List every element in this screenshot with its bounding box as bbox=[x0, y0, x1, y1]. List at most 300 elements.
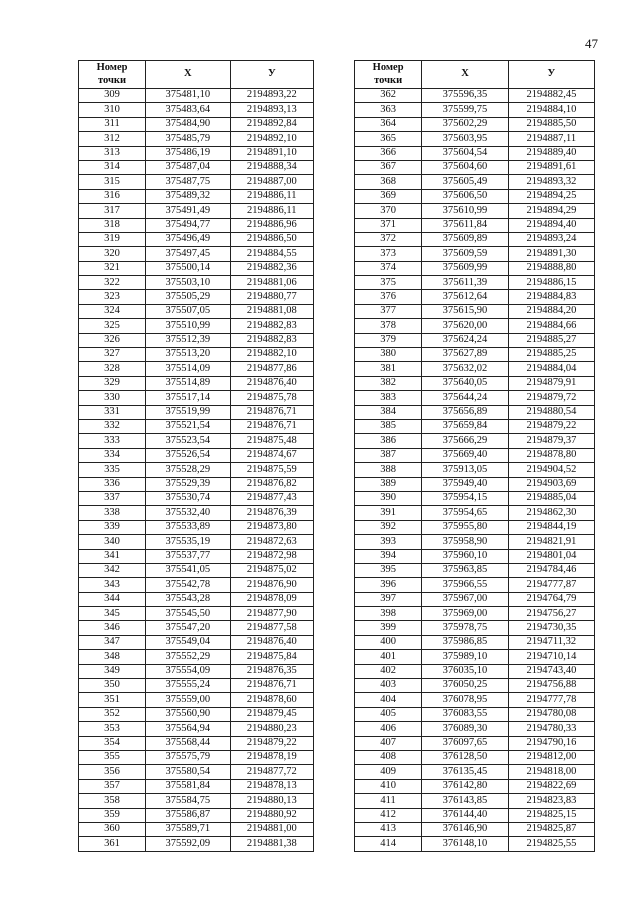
y-coordinate-cell: 2194884,10 bbox=[508, 103, 594, 117]
y-coordinate-cell: 2194882,10 bbox=[230, 348, 313, 362]
point-number-cell: 386 bbox=[355, 434, 422, 448]
table-row bbox=[355, 736, 595, 750]
header-point-number-line2: точки bbox=[374, 74, 403, 86]
table-row bbox=[79, 261, 314, 275]
x-coordinate-cell: 375611,39 bbox=[422, 276, 509, 290]
point-number-cell: 365 bbox=[355, 132, 422, 146]
point-number-cell: 321 bbox=[79, 261, 146, 275]
x-coordinate-cell: 375949,40 bbox=[422, 477, 509, 491]
table-row bbox=[355, 664, 595, 678]
table-row bbox=[355, 333, 595, 347]
table-body-left bbox=[79, 89, 314, 852]
point-number-cell: 409 bbox=[355, 765, 422, 779]
point-number-cell: 342 bbox=[79, 563, 146, 577]
point-number-cell: 338 bbox=[79, 506, 146, 520]
table-row bbox=[79, 247, 314, 261]
y-coordinate-cell: 2194878,09 bbox=[230, 592, 313, 606]
y-coordinate-cell: 2194825,87 bbox=[508, 822, 594, 836]
table-row bbox=[355, 232, 595, 246]
table-row bbox=[79, 304, 314, 318]
y-coordinate-cell: 2194877,86 bbox=[230, 362, 313, 376]
x-coordinate-cell: 375543,28 bbox=[146, 592, 231, 606]
table-row bbox=[79, 679, 314, 693]
table-row bbox=[79, 477, 314, 491]
point-number-cell: 378 bbox=[355, 319, 422, 333]
y-coordinate-cell: 2194889,40 bbox=[508, 146, 594, 160]
x-coordinate-cell: 375507,05 bbox=[146, 304, 231, 318]
y-coordinate-cell: 2194879,45 bbox=[230, 707, 313, 721]
y-coordinate-cell: 2194886,11 bbox=[230, 189, 313, 203]
x-coordinate-cell: 375510,99 bbox=[146, 319, 231, 333]
x-coordinate-cell: 375487,75 bbox=[146, 175, 231, 189]
table-row bbox=[355, 348, 595, 362]
table-row bbox=[79, 621, 314, 635]
point-number-cell: 326 bbox=[79, 333, 146, 347]
coordinates-table-right bbox=[354, 60, 595, 852]
table-row bbox=[355, 693, 595, 707]
point-number-cell: 337 bbox=[79, 491, 146, 505]
table-header-row bbox=[355, 61, 595, 89]
table-row bbox=[355, 779, 595, 793]
table-row bbox=[79, 779, 314, 793]
table-row bbox=[355, 146, 595, 160]
x-coordinate-cell: 375603,95 bbox=[422, 132, 509, 146]
point-number-cell: 333 bbox=[79, 434, 146, 448]
x-coordinate-cell: 375611,84 bbox=[422, 218, 509, 232]
table-row bbox=[355, 650, 595, 664]
table-row bbox=[355, 578, 595, 592]
x-coordinate-cell: 375659,84 bbox=[422, 419, 509, 433]
point-number-cell: 341 bbox=[79, 549, 146, 563]
table-row bbox=[79, 578, 314, 592]
y-coordinate-cell: 2194821,91 bbox=[508, 535, 594, 549]
table-row bbox=[355, 160, 595, 174]
x-coordinate-cell: 375599,75 bbox=[422, 103, 509, 117]
header-point-number bbox=[355, 61, 422, 89]
point-number-cell: 346 bbox=[79, 621, 146, 635]
table-row bbox=[355, 621, 595, 635]
point-number-cell: 410 bbox=[355, 779, 422, 793]
x-coordinate-cell: 375547,20 bbox=[146, 621, 231, 635]
point-number-cell: 340 bbox=[79, 535, 146, 549]
y-coordinate-cell: 2194893,22 bbox=[230, 89, 313, 103]
point-number-cell: 407 bbox=[355, 736, 422, 750]
point-number-cell: 323 bbox=[79, 290, 146, 304]
x-coordinate-cell: 375541,05 bbox=[146, 563, 231, 577]
x-coordinate-cell: 375669,40 bbox=[422, 448, 509, 462]
y-coordinate-cell: 2194777,78 bbox=[508, 693, 594, 707]
x-coordinate-cell: 375609,59 bbox=[422, 247, 509, 261]
x-coordinate-cell: 375978,75 bbox=[422, 621, 509, 635]
y-coordinate-cell: 2194844,19 bbox=[508, 520, 594, 534]
y-coordinate-cell: 2194885,04 bbox=[508, 491, 594, 505]
x-coordinate-cell: 375560,90 bbox=[146, 707, 231, 721]
y-coordinate-cell: 2194884,83 bbox=[508, 290, 594, 304]
table-row bbox=[79, 419, 314, 433]
point-number-cell: 363 bbox=[355, 103, 422, 117]
table-row bbox=[355, 103, 595, 117]
table-row bbox=[79, 89, 314, 103]
x-coordinate-cell: 375503,10 bbox=[146, 276, 231, 290]
point-number-cell: 322 bbox=[79, 276, 146, 290]
table-row bbox=[79, 348, 314, 362]
x-coordinate-cell: 375555,24 bbox=[146, 679, 231, 693]
x-coordinate-cell: 375627,89 bbox=[422, 348, 509, 362]
y-coordinate-cell: 2194777,87 bbox=[508, 578, 594, 592]
x-coordinate-cell: 375666,29 bbox=[422, 434, 509, 448]
x-coordinate-cell: 375596,35 bbox=[422, 89, 509, 103]
x-coordinate-cell: 375545,50 bbox=[146, 607, 231, 621]
table-row bbox=[79, 563, 314, 577]
x-coordinate-cell: 375487,04 bbox=[146, 160, 231, 174]
point-number-cell: 357 bbox=[79, 779, 146, 793]
point-number-cell: 366 bbox=[355, 146, 422, 160]
y-coordinate-cell: 2194882,83 bbox=[230, 319, 313, 333]
x-coordinate-cell: 376035,10 bbox=[422, 664, 509, 678]
y-coordinate-cell: 2194756,27 bbox=[508, 607, 594, 621]
y-coordinate-cell: 2194730,35 bbox=[508, 621, 594, 635]
table-row bbox=[79, 232, 314, 246]
point-number-cell: 380 bbox=[355, 348, 422, 362]
point-number-cell: 354 bbox=[79, 736, 146, 750]
table-row bbox=[355, 132, 595, 146]
y-coordinate-cell: 2194886,11 bbox=[230, 204, 313, 218]
x-coordinate-cell: 376144,40 bbox=[422, 808, 509, 822]
point-number-cell: 359 bbox=[79, 808, 146, 822]
y-coordinate-cell: 2194887,00 bbox=[230, 175, 313, 189]
header-y: У bbox=[508, 61, 594, 89]
y-coordinate-cell: 2194891,10 bbox=[230, 146, 313, 160]
table-row bbox=[355, 563, 595, 577]
point-number-cell: 324 bbox=[79, 304, 146, 318]
point-number-cell: 364 bbox=[355, 117, 422, 131]
y-coordinate-cell: 2194876,71 bbox=[230, 419, 313, 433]
y-coordinate-cell: 2194886,15 bbox=[508, 276, 594, 290]
x-coordinate-cell: 375554,09 bbox=[146, 664, 231, 678]
table-row bbox=[79, 707, 314, 721]
table-row bbox=[355, 189, 595, 203]
table-row bbox=[355, 405, 595, 419]
y-coordinate-cell: 2194876,90 bbox=[230, 578, 313, 592]
point-number-cell: 316 bbox=[79, 189, 146, 203]
point-number-cell: 343 bbox=[79, 578, 146, 592]
y-coordinate-cell: 2194875,59 bbox=[230, 463, 313, 477]
y-coordinate-cell: 2194879,91 bbox=[508, 376, 594, 390]
table-row bbox=[79, 635, 314, 649]
y-coordinate-cell: 2194822,69 bbox=[508, 779, 594, 793]
table-row bbox=[79, 434, 314, 448]
table-row bbox=[355, 808, 595, 822]
table-row bbox=[79, 664, 314, 678]
point-number-cell: 331 bbox=[79, 405, 146, 419]
table-row bbox=[79, 722, 314, 736]
y-coordinate-cell: 2194888,80 bbox=[508, 261, 594, 275]
table-row bbox=[79, 405, 314, 419]
point-number-cell: 367 bbox=[355, 160, 422, 174]
x-coordinate-cell: 375632,02 bbox=[422, 362, 509, 376]
point-number-cell: 330 bbox=[79, 391, 146, 405]
table-row bbox=[79, 276, 314, 290]
table-row bbox=[79, 650, 314, 664]
y-coordinate-cell: 2194881,00 bbox=[230, 822, 313, 836]
x-coordinate-cell: 375960,10 bbox=[422, 549, 509, 563]
x-coordinate-cell: 375552,29 bbox=[146, 650, 231, 664]
point-number-cell: 325 bbox=[79, 319, 146, 333]
x-coordinate-cell: 376078,95 bbox=[422, 693, 509, 707]
table-row bbox=[79, 391, 314, 405]
x-coordinate-cell: 375610,99 bbox=[422, 204, 509, 218]
x-coordinate-cell: 375581,84 bbox=[146, 779, 231, 793]
x-coordinate-cell: 375514,09 bbox=[146, 362, 231, 376]
table-row bbox=[79, 376, 314, 390]
y-coordinate-cell: 2194894,25 bbox=[508, 189, 594, 203]
y-coordinate-cell: 2194884,66 bbox=[508, 319, 594, 333]
point-number-cell: 398 bbox=[355, 607, 422, 621]
y-coordinate-cell: 2194882,45 bbox=[508, 89, 594, 103]
x-coordinate-cell: 375535,19 bbox=[146, 535, 231, 549]
x-coordinate-cell: 375537,77 bbox=[146, 549, 231, 563]
y-coordinate-cell: 2194880,54 bbox=[508, 405, 594, 419]
x-coordinate-cell: 375989,10 bbox=[422, 650, 509, 664]
point-number-cell: 339 bbox=[79, 520, 146, 534]
y-coordinate-cell: 2194882,36 bbox=[230, 261, 313, 275]
point-number-cell: 402 bbox=[355, 664, 422, 678]
table-row bbox=[355, 722, 595, 736]
point-number-cell: 377 bbox=[355, 304, 422, 318]
table-row bbox=[355, 434, 595, 448]
y-coordinate-cell: 2194886,96 bbox=[230, 218, 313, 232]
table-row bbox=[355, 679, 595, 693]
x-coordinate-cell: 376089,30 bbox=[422, 722, 509, 736]
table-row bbox=[355, 218, 595, 232]
y-coordinate-cell: 2194877,43 bbox=[230, 491, 313, 505]
x-coordinate-cell: 375528,29 bbox=[146, 463, 231, 477]
x-coordinate-cell: 375644,24 bbox=[422, 391, 509, 405]
y-coordinate-cell: 2194876,40 bbox=[230, 376, 313, 390]
table-row bbox=[355, 535, 595, 549]
y-coordinate-cell: 2194711,32 bbox=[508, 635, 594, 649]
y-coordinate-cell: 2194875,48 bbox=[230, 434, 313, 448]
table-row bbox=[79, 808, 314, 822]
table-row bbox=[355, 175, 595, 189]
table-row bbox=[79, 290, 314, 304]
y-coordinate-cell: 2194818,00 bbox=[508, 765, 594, 779]
x-coordinate-cell: 375494,77 bbox=[146, 218, 231, 232]
point-number-cell: 389 bbox=[355, 477, 422, 491]
point-number-cell: 374 bbox=[355, 261, 422, 275]
table-row bbox=[79, 837, 314, 851]
point-number-cell: 412 bbox=[355, 808, 422, 822]
table-row bbox=[355, 247, 595, 261]
y-coordinate-cell: 2194891,61 bbox=[508, 160, 594, 174]
x-coordinate-cell: 376097,65 bbox=[422, 736, 509, 750]
y-coordinate-cell: 2194877,72 bbox=[230, 765, 313, 779]
x-coordinate-cell: 375489,32 bbox=[146, 189, 231, 203]
y-coordinate-cell: 2194878,80 bbox=[508, 448, 594, 462]
x-coordinate-cell: 375485,79 bbox=[146, 132, 231, 146]
x-coordinate-cell: 376128,50 bbox=[422, 750, 509, 764]
y-coordinate-cell: 2194893,13 bbox=[230, 103, 313, 117]
y-coordinate-cell: 2194885,50 bbox=[508, 117, 594, 131]
point-number-cell: 344 bbox=[79, 592, 146, 606]
table-row bbox=[79, 491, 314, 505]
y-coordinate-cell: 2194875,84 bbox=[230, 650, 313, 664]
point-number-cell: 362 bbox=[355, 89, 422, 103]
x-coordinate-cell: 375483,64 bbox=[146, 103, 231, 117]
table-row bbox=[79, 463, 314, 477]
point-number-cell: 395 bbox=[355, 563, 422, 577]
y-coordinate-cell: 2194801,04 bbox=[508, 549, 594, 563]
point-number-cell: 332 bbox=[79, 419, 146, 433]
table-row bbox=[79, 319, 314, 333]
y-coordinate-cell: 2194894,29 bbox=[508, 204, 594, 218]
y-coordinate-cell: 2194873,80 bbox=[230, 520, 313, 534]
point-number-cell: 350 bbox=[79, 679, 146, 693]
x-coordinate-cell: 375605,49 bbox=[422, 175, 509, 189]
point-number-cell: 383 bbox=[355, 391, 422, 405]
table-row bbox=[79, 333, 314, 347]
table-row bbox=[79, 506, 314, 520]
x-coordinate-cell: 375963,85 bbox=[422, 563, 509, 577]
x-coordinate-cell: 375523,54 bbox=[146, 434, 231, 448]
x-coordinate-cell: 376050,25 bbox=[422, 679, 509, 693]
point-number-cell: 401 bbox=[355, 650, 422, 664]
table-body-right bbox=[355, 89, 595, 852]
point-number-cell: 327 bbox=[79, 348, 146, 362]
x-coordinate-cell: 375512,39 bbox=[146, 333, 231, 347]
y-coordinate-cell: 2194743,40 bbox=[508, 664, 594, 678]
point-number-cell: 319 bbox=[79, 232, 146, 246]
y-coordinate-cell: 2194893,32 bbox=[508, 175, 594, 189]
y-coordinate-cell: 2194894,40 bbox=[508, 218, 594, 232]
point-number-cell: 315 bbox=[79, 175, 146, 189]
y-coordinate-cell: 2194790,16 bbox=[508, 736, 594, 750]
y-coordinate-cell: 2194887,11 bbox=[508, 132, 594, 146]
y-coordinate-cell: 2194880,92 bbox=[230, 808, 313, 822]
table-header-row bbox=[79, 61, 314, 89]
table-row bbox=[79, 175, 314, 189]
table-row bbox=[355, 822, 595, 836]
x-coordinate-cell: 375602,29 bbox=[422, 117, 509, 131]
y-coordinate-cell: 2194876,40 bbox=[230, 635, 313, 649]
y-coordinate-cell: 2194879,22 bbox=[508, 419, 594, 433]
y-coordinate-cell: 2194881,08 bbox=[230, 304, 313, 318]
y-coordinate-cell: 2194872,98 bbox=[230, 549, 313, 563]
y-coordinate-cell: 2194875,78 bbox=[230, 391, 313, 405]
x-coordinate-cell: 375955,80 bbox=[422, 520, 509, 534]
y-coordinate-cell: 2194756,88 bbox=[508, 679, 594, 693]
x-coordinate-cell: 375954,15 bbox=[422, 491, 509, 505]
y-coordinate-cell: 2194823,83 bbox=[508, 794, 594, 808]
table-row bbox=[355, 765, 595, 779]
point-number-cell: 385 bbox=[355, 419, 422, 433]
table-row bbox=[79, 693, 314, 707]
table-row bbox=[79, 146, 314, 160]
x-coordinate-cell: 375533,89 bbox=[146, 520, 231, 534]
table-row bbox=[79, 117, 314, 131]
table-row bbox=[79, 218, 314, 232]
x-coordinate-cell: 375526,54 bbox=[146, 448, 231, 462]
y-coordinate-cell: 2194904,52 bbox=[508, 463, 594, 477]
y-coordinate-cell: 2194885,27 bbox=[508, 333, 594, 347]
point-number-cell: 392 bbox=[355, 520, 422, 534]
x-coordinate-cell: 375609,99 bbox=[422, 261, 509, 275]
x-coordinate-cell: 375609,89 bbox=[422, 232, 509, 246]
x-coordinate-cell: 375640,05 bbox=[422, 376, 509, 390]
y-coordinate-cell: 2194885,25 bbox=[508, 348, 594, 362]
point-number-cell: 312 bbox=[79, 132, 146, 146]
x-coordinate-cell: 375966,55 bbox=[422, 578, 509, 592]
point-number-cell: 388 bbox=[355, 463, 422, 477]
table-row bbox=[355, 463, 595, 477]
x-coordinate-cell: 376143,85 bbox=[422, 794, 509, 808]
table-row bbox=[79, 189, 314, 203]
point-number-cell: 353 bbox=[79, 722, 146, 736]
table-row bbox=[79, 448, 314, 462]
table-row bbox=[79, 607, 314, 621]
point-number-cell: 347 bbox=[79, 635, 146, 649]
table-row bbox=[79, 794, 314, 808]
table-row bbox=[79, 520, 314, 534]
table-row bbox=[79, 549, 314, 563]
x-coordinate-cell: 375958,90 bbox=[422, 535, 509, 549]
x-coordinate-cell: 375969,00 bbox=[422, 607, 509, 621]
point-number-cell: 399 bbox=[355, 621, 422, 635]
table-row bbox=[355, 635, 595, 649]
x-coordinate-cell: 376083,55 bbox=[422, 707, 509, 721]
table-row bbox=[79, 765, 314, 779]
point-number-cell: 317 bbox=[79, 204, 146, 218]
point-number-cell: 396 bbox=[355, 578, 422, 592]
point-number-cell: 394 bbox=[355, 549, 422, 563]
y-coordinate-cell: 2194892,10 bbox=[230, 132, 313, 146]
table-row bbox=[355, 477, 595, 491]
x-coordinate-cell: 375615,90 bbox=[422, 304, 509, 318]
y-coordinate-cell: 2194876,71 bbox=[230, 679, 313, 693]
point-number-cell: 391 bbox=[355, 506, 422, 520]
point-number-cell: 356 bbox=[79, 765, 146, 779]
table-row bbox=[355, 506, 595, 520]
y-coordinate-cell: 2194879,37 bbox=[508, 434, 594, 448]
table-row bbox=[355, 419, 595, 433]
x-coordinate-cell: 375496,49 bbox=[146, 232, 231, 246]
y-coordinate-cell: 2194891,30 bbox=[508, 247, 594, 261]
point-number-cell: 393 bbox=[355, 535, 422, 549]
x-coordinate-cell: 375519,99 bbox=[146, 405, 231, 419]
point-number-cell: 413 bbox=[355, 822, 422, 836]
point-number-cell: 360 bbox=[79, 822, 146, 836]
x-coordinate-cell: 375606,50 bbox=[422, 189, 509, 203]
point-number-cell: 311 bbox=[79, 117, 146, 131]
x-coordinate-cell: 375580,54 bbox=[146, 765, 231, 779]
table-row bbox=[355, 592, 595, 606]
x-coordinate-cell: 375620,00 bbox=[422, 319, 509, 333]
table-row bbox=[355, 261, 595, 275]
point-number-cell: 414 bbox=[355, 837, 422, 851]
table-row bbox=[355, 837, 595, 851]
x-coordinate-cell: 375986,85 bbox=[422, 635, 509, 649]
y-coordinate-cell: 2194893,24 bbox=[508, 232, 594, 246]
table-row bbox=[355, 290, 595, 304]
table-row bbox=[355, 362, 595, 376]
point-number-cell: 387 bbox=[355, 448, 422, 462]
y-coordinate-cell: 2194879,72 bbox=[508, 391, 594, 405]
x-coordinate-cell: 375542,78 bbox=[146, 578, 231, 592]
table-row bbox=[355, 607, 595, 621]
y-coordinate-cell: 2194878,60 bbox=[230, 693, 313, 707]
point-number-cell: 369 bbox=[355, 189, 422, 203]
table-row bbox=[355, 491, 595, 505]
